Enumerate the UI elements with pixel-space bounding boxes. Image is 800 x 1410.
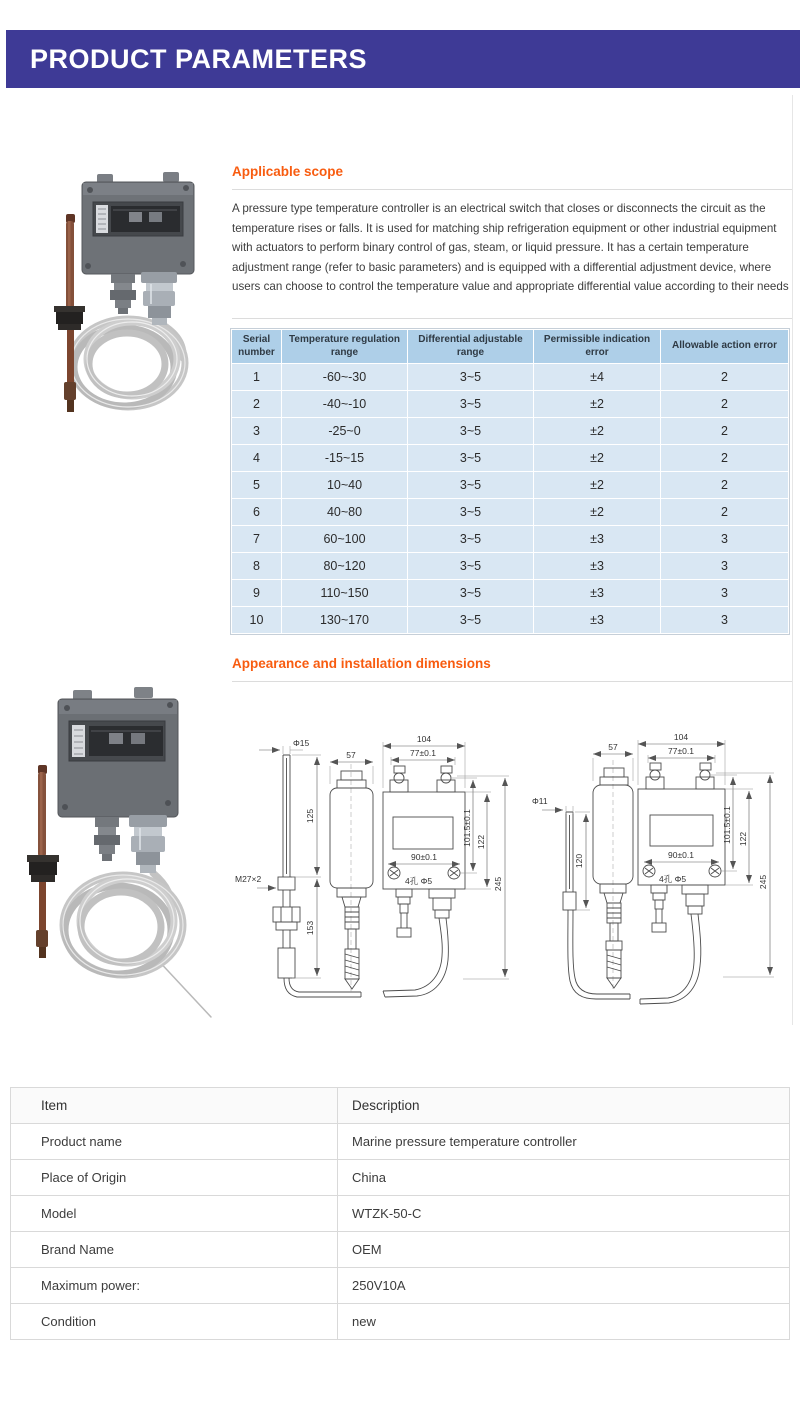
table-cell: 2: [661, 418, 789, 445]
table-cell: 3~5: [408, 499, 534, 526]
dim-label: 245: [758, 874, 768, 890]
sensor-probe: [27, 765, 59, 958]
table-cell: 40~80: [282, 499, 408, 526]
dim-label: M27×2: [235, 874, 262, 884]
table-cell: ±3: [534, 607, 661, 634]
front-view-dimensions: [383, 734, 509, 979]
controller-side-view: [593, 760, 633, 992]
table-cell: ±2: [534, 472, 661, 499]
product-info-table: [10, 1087, 790, 1340]
table-cell: 3~5: [408, 553, 534, 580]
table-cell: 2: [661, 445, 789, 472]
dimensions-heading: Appearance and installation dimensions: [232, 656, 491, 671]
table-cell: 3~5: [408, 418, 534, 445]
table-cell: 7: [232, 526, 282, 553]
table-row: [232, 580, 789, 607]
table-cell: 3: [661, 580, 789, 607]
column-header: Differential adjustable range: [408, 330, 534, 364]
cable-coil: [63, 873, 211, 1017]
table-cell: 10: [232, 607, 282, 634]
table-row: [232, 553, 789, 580]
front-view-dimensions: [638, 732, 774, 977]
table-header-row: [11, 1088, 790, 1124]
table-cell: ±3: [534, 553, 661, 580]
table-row: [232, 364, 789, 391]
table-cell: Product name: [11, 1124, 338, 1160]
table-cell: -25~0: [282, 418, 408, 445]
probe-dimensions: [235, 738, 321, 978]
table-cell: China: [338, 1160, 790, 1196]
table-cell: -40~-10: [282, 391, 408, 418]
dim-label: 57: [608, 742, 618, 752]
table-cell: ±2: [534, 499, 661, 526]
column-header: Permissible indication error: [534, 330, 661, 364]
technical-drawing-left: [233, 692, 518, 1022]
table-cell: -60~-30: [282, 364, 408, 391]
dim-label: Φ15: [293, 738, 310, 748]
cable-coil: [71, 319, 185, 407]
table-cell: 3~5: [408, 526, 534, 553]
table-cell: 2: [661, 391, 789, 418]
technical-drawing-right: [518, 692, 798, 1022]
table-cell: 1: [232, 364, 282, 391]
table-cell: WTZK-50-C: [338, 1196, 790, 1232]
dim-label: 101.5±0.1: [722, 806, 732, 844]
parameter-table-wrap: [230, 328, 790, 635]
table-cell: 2: [661, 472, 789, 499]
table-row: [232, 607, 789, 634]
table-row: [11, 1268, 790, 1304]
table-cell: OEM: [338, 1232, 790, 1268]
controller-box: [58, 687, 178, 817]
side-view-dimensions: [330, 750, 373, 784]
table-row: [232, 391, 789, 418]
table-row: [232, 418, 789, 445]
table-row: [11, 1232, 790, 1268]
dim-label: 4孔 Φ5: [659, 874, 687, 884]
table-cell: Place of Origin: [11, 1160, 338, 1196]
table-cell: 80~120: [282, 553, 408, 580]
table-cell: Maximum power:: [11, 1268, 338, 1304]
product-photo-1: [25, 158, 215, 438]
table-header-row: [232, 330, 789, 364]
table-cell: 10~40: [282, 472, 408, 499]
dim-label: 4孔 Φ5: [405, 876, 433, 886]
dim-label: 245: [493, 876, 503, 892]
table-cell: ±2: [534, 445, 661, 472]
table-cell: 6: [232, 499, 282, 526]
dim-label: 57: [346, 750, 356, 760]
table-cell: 3: [661, 526, 789, 553]
table-cell: 3~5: [408, 364, 534, 391]
table-cell: 9: [232, 580, 282, 607]
controller-side-view: [330, 764, 373, 992]
applicable-scope-heading: Applicable scope: [232, 164, 344, 179]
dim-label: Φ11: [532, 796, 548, 806]
probe-dimensions: [532, 796, 590, 910]
table-cell: 3: [661, 607, 789, 634]
dim-label: 122: [738, 831, 748, 847]
table-row: [11, 1304, 790, 1340]
dim-label: 104: [673, 732, 689, 742]
table-cell: 3~5: [408, 580, 534, 607]
product-photo-2: [3, 685, 218, 1035]
table-cell: 110~150: [282, 580, 408, 607]
section-banner: [6, 30, 800, 88]
table-cell: 4: [232, 445, 282, 472]
table-cell: 3~5: [408, 391, 534, 418]
dim-label: 120: [574, 853, 584, 869]
dim-label: 153: [305, 920, 315, 936]
table-cell: 3~5: [408, 472, 534, 499]
table-cell: 2: [232, 391, 282, 418]
dim-label: 125: [305, 808, 315, 824]
dim-label: 77±0.1: [410, 748, 436, 758]
table-row: [232, 472, 789, 499]
table-cell: ±2: [534, 391, 661, 418]
table-cell: 3~5: [408, 445, 534, 472]
table-row: [11, 1124, 790, 1160]
table-cell: Brand Name: [11, 1232, 338, 1268]
table-cell: ±3: [534, 526, 661, 553]
divider: [232, 189, 792, 190]
table-cell: 3: [232, 418, 282, 445]
table-cell: Marine pressure temperature controller: [338, 1124, 790, 1160]
table-cell: 2: [661, 364, 789, 391]
dim-label: 122: [476, 834, 486, 850]
column-header: Allowable action error: [661, 330, 789, 364]
column-header: Serial number: [232, 330, 282, 364]
table-row: [232, 445, 789, 472]
column-header: Temperature regulation range: [282, 330, 408, 364]
table-cell: 8: [232, 553, 282, 580]
dim-label: 77±0.1: [668, 746, 694, 756]
table-cell: 3~5: [408, 607, 534, 634]
divider: [232, 318, 792, 319]
table-cell: -15~15: [282, 445, 408, 472]
table-cell: 60~100: [282, 526, 408, 553]
table-cell: new: [338, 1304, 790, 1340]
table-cell: 3: [661, 553, 789, 580]
bottom-fittings: [94, 815, 167, 873]
column-header: Description: [338, 1088, 790, 1124]
dim-label: 101.5±0.1: [462, 809, 472, 847]
controller-box: [82, 172, 194, 274]
dim-label: 90±0.1: [668, 850, 694, 860]
table-cell: 5: [232, 472, 282, 499]
table-cell: 250V10A: [338, 1268, 790, 1304]
table-row: [11, 1196, 790, 1232]
table-cell: ±3: [534, 580, 661, 607]
table-row: [232, 526, 789, 553]
divider: [232, 681, 792, 682]
table-row: [232, 499, 789, 526]
table-cell: 2: [661, 499, 789, 526]
dim-label: 104: [416, 734, 432, 744]
applicable-scope-text: A pressure type temperature controller is an electrical switch that closes or disconnects the circuit as the temperature rises or falls. It is used for matching ship refrigeration equipment or other industrial equipment with actuators to perform binary control of gas, steam, or liquid pressure. It has a certain temperature adjustment range (refer to basic parameters) and is equipped with a differential adjustment device, where users can choose to control the temperature value and appropriate differential value according to their needs: [232, 202, 789, 293]
table-row: [11, 1160, 790, 1196]
table-cell: ±4: [534, 364, 661, 391]
table-cell: ±2: [534, 418, 661, 445]
table-cell: Condition: [11, 1304, 338, 1340]
page-title: PRODUCT PARAMETERS: [30, 44, 368, 74]
dim-label: 90±0.1: [411, 852, 437, 862]
table-cell: 130~170: [282, 607, 408, 634]
table-cell: Model: [11, 1196, 338, 1232]
parameter-table: [231, 329, 789, 634]
column-header: Item: [11, 1088, 338, 1124]
